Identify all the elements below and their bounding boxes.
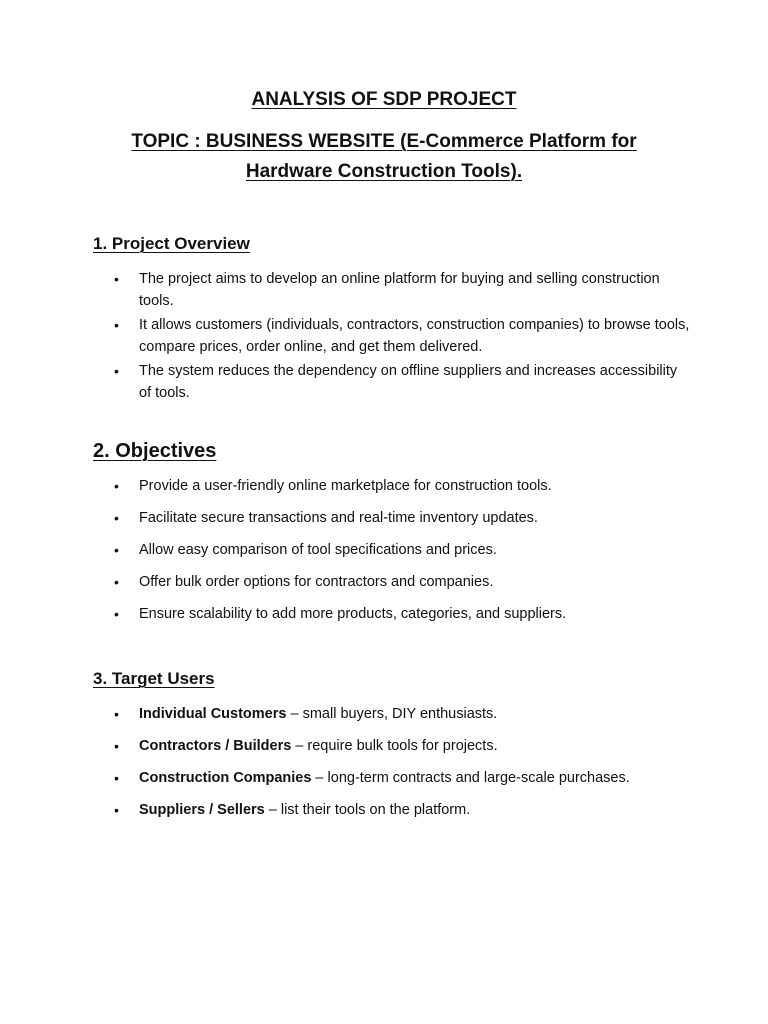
list-item: [93, 507, 693, 529]
list-item: [93, 767, 693, 789]
user-type-description: – list their tools on the platform.: [264, 802, 471, 818]
user-type-description: – long-term contracts and large-scale purchases.: [311, 770, 630, 786]
target-users-list: [93, 703, 693, 831]
user-type-description: – require bulk tools for projects.: [291, 738, 498, 754]
bullet-icon: •: [114, 802, 119, 818]
list-item-text: The project aims to develop an online platform for buying and selling construction tools.: [139, 271, 660, 309]
bullet-icon: •: [114, 706, 119, 722]
bullet-icon: •: [114, 271, 119, 287]
document-topic: TOPIC : BUSINESS WEBSITE (E-Commerce Platform for Hardware Construction Tools).: [131, 131, 637, 182]
list-item: [93, 735, 693, 757]
bullet-icon: •: [114, 606, 119, 622]
bullet-icon: •: [114, 510, 119, 526]
project-overview-list: [93, 268, 693, 406]
section-heading-objectives: 2. Objectives: [93, 440, 217, 462]
user-type-term: Contractors / Builders: [139, 738, 292, 754]
list-item: [93, 360, 693, 404]
list-item-text: The system reduces the dependency on offline suppliers and increases accessibility of tools.: [139, 363, 678, 401]
bullet-icon: •: [114, 738, 119, 754]
user-type-term: Suppliers / Sellers: [139, 802, 265, 818]
list-item-text: Provide a user-friendly online marketplace for construction tools.: [139, 478, 552, 494]
list-item-text: Offer bulk order options for contractors and companies.: [139, 574, 494, 590]
list-item-text: Facilitate secure transactions and real-time inventory updates.: [139, 510, 538, 526]
user-type-term: Construction Companies: [139, 770, 312, 786]
list-item-text: It allows customers (individuals, contractors, construction companies) to browse tools, compare prices, order online, and get them delivered.: [139, 317, 690, 355]
list-item: [93, 539, 693, 561]
list-item: [93, 799, 693, 821]
list-item: [93, 314, 693, 358]
list-item: [93, 268, 693, 312]
bullet-icon: •: [114, 317, 119, 333]
list-item: [93, 603, 693, 625]
bullet-icon: •: [114, 770, 119, 786]
bullet-icon: •: [114, 363, 119, 379]
section-heading-target-users: 3. Target Users: [93, 669, 215, 688]
bullet-icon: •: [114, 574, 119, 590]
user-type-description: – small buyers, DIY enthusiasts.: [286, 706, 498, 722]
document-title: ANALYSIS OF SDP PROJECT: [251, 89, 517, 110]
bullet-icon: •: [114, 478, 119, 494]
list-item-text: Allow easy comparison of tool specifications and prices.: [139, 542, 497, 558]
list-item: [93, 703, 693, 725]
list-item: [93, 475, 693, 497]
list-item-text: Ensure scalability to add more products, categories, and suppliers.: [139, 606, 567, 622]
list-item: [93, 571, 693, 593]
bullet-icon: •: [114, 542, 119, 558]
objectives-list: [93, 475, 693, 635]
user-type-term: Individual Customers: [139, 706, 287, 722]
section-heading-project-overview: 1. Project Overview: [93, 234, 250, 253]
